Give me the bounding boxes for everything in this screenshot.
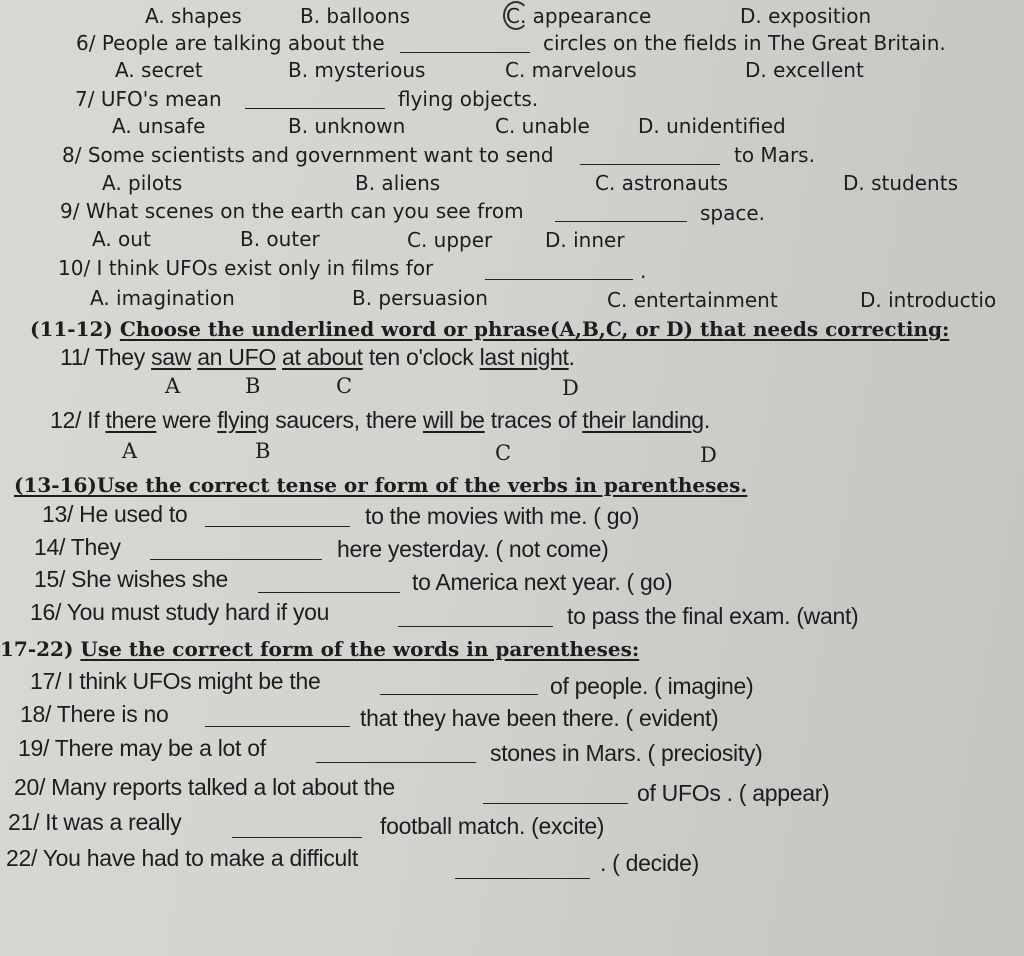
q9-option-a: A. out (92, 227, 151, 251)
q11-underlined-b: an UFO (197, 344, 276, 370)
q15-blank[interactable] (258, 592, 400, 593)
section-number: (11-12) (30, 317, 113, 341)
q11-num: 11/ They (60, 344, 145, 370)
q19-blank[interactable] (316, 762, 476, 763)
q8-stem: 8/ Some scientists and government want to send (62, 143, 554, 167)
q9-stem: 9/ What scenes on the earth can you see from (60, 199, 524, 223)
q9-option-c: C. upper (407, 228, 493, 252)
q5-option-d: D. exposition (740, 4, 872, 28)
q5-option-b: B. balloons (300, 4, 411, 28)
q18-stem-end: that they have been there. ( evident) (360, 705, 719, 731)
section-heading-11-12 (30, 317, 949, 341)
q21-stem-end: football match. (excite) (380, 813, 605, 839)
q9-option-d: D. inner (545, 228, 625, 252)
q20-stem-end: of UFOs . ( appear) (637, 780, 830, 806)
q21-blank[interactable] (232, 837, 362, 838)
q7-option-c: C. unable (495, 114, 590, 138)
q6-blank[interactable] (400, 52, 530, 53)
q5-option-a: A. shapes (145, 4, 242, 28)
q8-option-a: A. pilots (102, 171, 183, 195)
q14-blank[interactable] (150, 559, 322, 560)
q20-blank[interactable] (483, 803, 628, 804)
q9-blank[interactable] (555, 221, 687, 222)
q9-stem-end: space. (700, 201, 766, 225)
q8-blank[interactable] (580, 164, 720, 165)
q22-stem: 22/ You have had to make a difficult (6, 845, 358, 871)
q10-option-b: B. persuasion (352, 286, 488, 310)
q8-option-d: D. students (843, 171, 958, 195)
q14-stem-end: here yesterday. ( not come) (337, 536, 609, 562)
q7-option-a: A. unsafe (112, 114, 206, 138)
q12-label-b: B (255, 439, 271, 463)
q12-label-c: C (495, 441, 512, 465)
q8-stem-end: to Mars. (734, 143, 815, 167)
q18-stem: 18/ There is no (20, 701, 169, 727)
q17-blank[interactable] (380, 694, 538, 695)
q9-option-b: B. outer (240, 227, 320, 251)
q11-underlined-d: last night (479, 344, 569, 370)
q8-option-b: B. aliens (355, 171, 441, 195)
q5-option-c: C. appearance (506, 4, 652, 28)
q12-underlined-c: will be (422, 407, 485, 433)
q10-stem-end: . (640, 259, 647, 283)
q12-underlined-d: their landing (582, 407, 704, 433)
question-12 (50, 408, 710, 432)
q12-mid-2: saucers, there (275, 407, 417, 433)
q19-stem-end: stones in Mars. ( preciosity) (490, 740, 763, 766)
q11-label-d: D (562, 376, 579, 400)
q11-underlined-c: at about (282, 344, 363, 370)
q10-stem: 10/ I think UFOs exist only in films for (58, 256, 434, 280)
q6-option-b: B. mysterious (288, 58, 426, 82)
q12-end: . (703, 407, 710, 433)
section-heading-13-16 (14, 473, 747, 497)
q10-option-a: A. imagination (90, 286, 235, 310)
q18-blank[interactable] (205, 726, 350, 727)
q6-stem-end: circles on the fields in The Great Britain. (543, 31, 946, 55)
q10-blank[interactable] (485, 279, 633, 280)
q21-stem: 21/ It was a really (8, 809, 182, 835)
q19-stem: 19/ There may be a lot of (18, 735, 266, 761)
q13-stem-end: to the movies with me. ( go) (365, 503, 640, 529)
q15-stem-end: to America next year. ( go) (412, 569, 673, 595)
q12-mid-1: were (162, 407, 212, 433)
q22-blank[interactable] (455, 878, 590, 879)
q7-blank[interactable] (245, 108, 385, 109)
q16-stem-end: to pass the final exam. (want) (567, 603, 859, 629)
q7-option-b: B. unknown (288, 114, 406, 138)
q12-label-a: A (122, 439, 138, 463)
q6-option-a: A. secret (115, 58, 203, 82)
q12-underlined-a: there (105, 407, 157, 433)
q17-stem-end: of people. ( imagine) (550, 673, 754, 699)
q11-mid: ten o'clock (368, 344, 474, 370)
section-heading-17-22 (0, 637, 639, 661)
q16-stem: 16/ You must study hard if you (30, 599, 330, 625)
q14-stem: 14/ They (34, 534, 121, 560)
q6-stem: 6/ People are talking about the (76, 31, 385, 55)
q13-blank[interactable] (205, 526, 350, 527)
q7-option-d: D. unidentified (638, 114, 786, 138)
q10-option-d: D. introductio (860, 288, 997, 312)
section-number: 17-22) (0, 637, 74, 661)
q12-underlined-b: flying (217, 407, 270, 433)
section-title: Use the correct form of the words in parentheses: (80, 637, 640, 661)
q11-label-b: B (245, 374, 261, 398)
q10-option-c: C. entertainment (607, 288, 778, 312)
question-11 (60, 345, 575, 369)
q11-underlined-a: saw (151, 344, 192, 370)
q11-label-a: A (165, 374, 181, 398)
q16-blank[interactable] (398, 626, 553, 627)
q11-end: . (568, 344, 575, 370)
q11-label-c: C (336, 374, 353, 398)
q7-stem: 7/ UFO's mean (75, 87, 222, 111)
q13-stem: 13/ He used to (42, 501, 188, 527)
q6-option-c: C. marvelous (505, 58, 637, 82)
q12-mid-3: traces of (490, 407, 577, 433)
section-number: (13-16) (14, 473, 97, 497)
section-title: Choose the underlined word or phrase(A,B,C, or D) that needs correcting: (119, 317, 950, 341)
q6-option-d: D. excellent (745, 58, 864, 82)
section-title: Use the correct tense or form of the verbs in parentheses. (96, 473, 748, 497)
q22-stem-end: . ( decide) (600, 850, 699, 876)
q15-stem: 15/ She wishes she (34, 566, 229, 592)
q7-stem-end: flying objects. (398, 87, 539, 111)
q17-stem: 17/ I think UFOs might be the (30, 668, 321, 694)
q12-num: 12/ If (50, 407, 100, 433)
q8-option-c: C. astronauts (595, 171, 729, 195)
q20-stem: 20/ Many reports talked a lot about the (14, 774, 395, 800)
q12-label-d: D (700, 443, 717, 467)
